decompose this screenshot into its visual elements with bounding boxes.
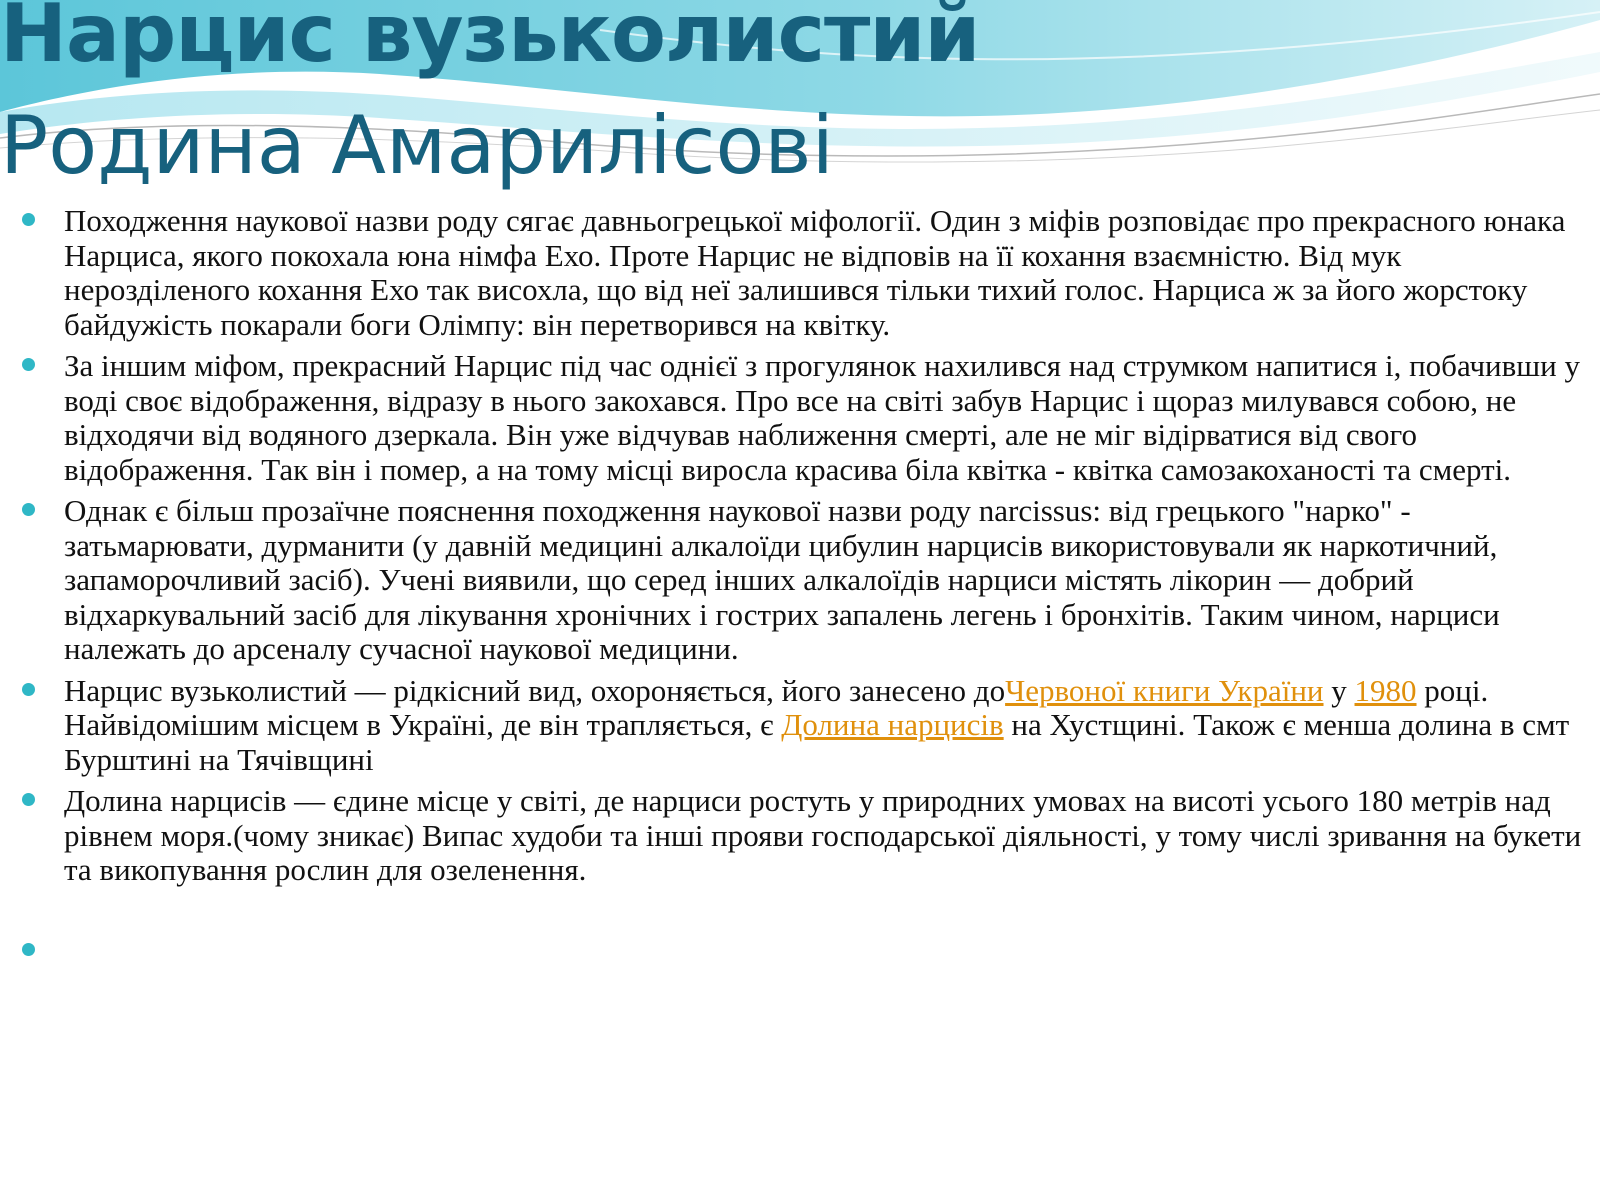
- paragraph-text-part: році. Найвідомішим місцем в Україні, де він трапляється, є: [64, 672, 1489, 742]
- bullet-dot-icon: [22, 943, 35, 956]
- paragraph-text-part: на Хустщині. Також є менша долина в смт Бурштині на Тячівщині: [64, 707, 1570, 777]
- list-item: [22, 674, 1592, 778]
- list-item: [22, 784, 1592, 888]
- title-family-name: Родина Амарилісові: [0, 99, 834, 192]
- paragraph-text-part: у: [1323, 672, 1355, 708]
- title-species-name: Нарцис вузьколистий: [0, 0, 980, 80]
- slide-title: [0, 0, 979, 202]
- list-item: [22, 494, 1592, 667]
- bullet-dot-icon: [22, 793, 35, 806]
- bullet-dot-icon: [22, 213, 35, 226]
- paragraph-text: Однак є більш прозаїчне пояснення походження наукової назви роду narcissus: від грецького "нарко" - затьмарювати, дурманити (у давній медицині алкалоїди цибулин нарцисів використовували як наркотичний, запаморочливий засіб). Учені виявили, що серед інших алкалоїдів нарциси містять лікорин — добрий відхаркувальний засіб для лікування хронічних і гострих запалень легень і бронхітів. Таким чином, нарциси належать до арсеналу сучасної наукової медицини.: [64, 493, 1500, 666]
- list-item: [22, 349, 1592, 487]
- year-1980-link[interactable]: 1980: [1354, 672, 1417, 708]
- paragraph-text-part: Нарцис вузьколистий — рідкісний вид, охороняється, його занесено до: [64, 672, 1006, 708]
- list-item-empty: [22, 934, 1592, 968]
- bullet-dot-icon: [22, 683, 35, 696]
- paragraph-text: Долина нарцисів — єдине місце у світі, де нарциси ростуть у природних умовах на висоті усього 180 метрів над рівнем моря.(чому зникає) Випас худоби та інші прояви господарської діяльності, у тому числі зривання на букети та викопування рослин для озеленення.: [64, 783, 1582, 887]
- red-book-link[interactable]: Червоної книги України: [1005, 672, 1324, 708]
- bullet-dot-icon: [22, 358, 35, 371]
- list-item: [22, 204, 1592, 342]
- bullet-list: [22, 204, 1592, 975]
- bullet-dot-icon: [22, 503, 35, 516]
- paragraph-text: За іншим міфом, прекрасний Нарцис під час однієї з прогулянок нахилився над струмком напитися і, побачивши у воді своє відображення, відразу в нього закохався. Про все на світі забув Нарцис і щораз милувався собою, не відходячи від водяного дзеркала. Він уже відчував наближення смерті, але не міг відірватися від свого відображення. Так він і помер, а на тому місці виросла красива біла квітка - квітка самозакоханості та смерті.: [64, 348, 1580, 487]
- paragraph-text: Походження наукової назви роду сягає давньогрецької міфології. Один з міфів розповідає про прекрасного юнака Нарциса, якого покохала юна німфа Ехо. Проте Нарцис не відповів на її кохання взаємністю. Від мук нерозділеного кохання Ехо так висохла, що від неї залишився тільки тихий голос. Нарциса ж за його жорстоку байдужість покарали боги Олімпу: він перетворився на квітку.: [64, 203, 1566, 342]
- narcissus-valley-link[interactable]: Долина нарцисів: [781, 707, 1004, 742]
